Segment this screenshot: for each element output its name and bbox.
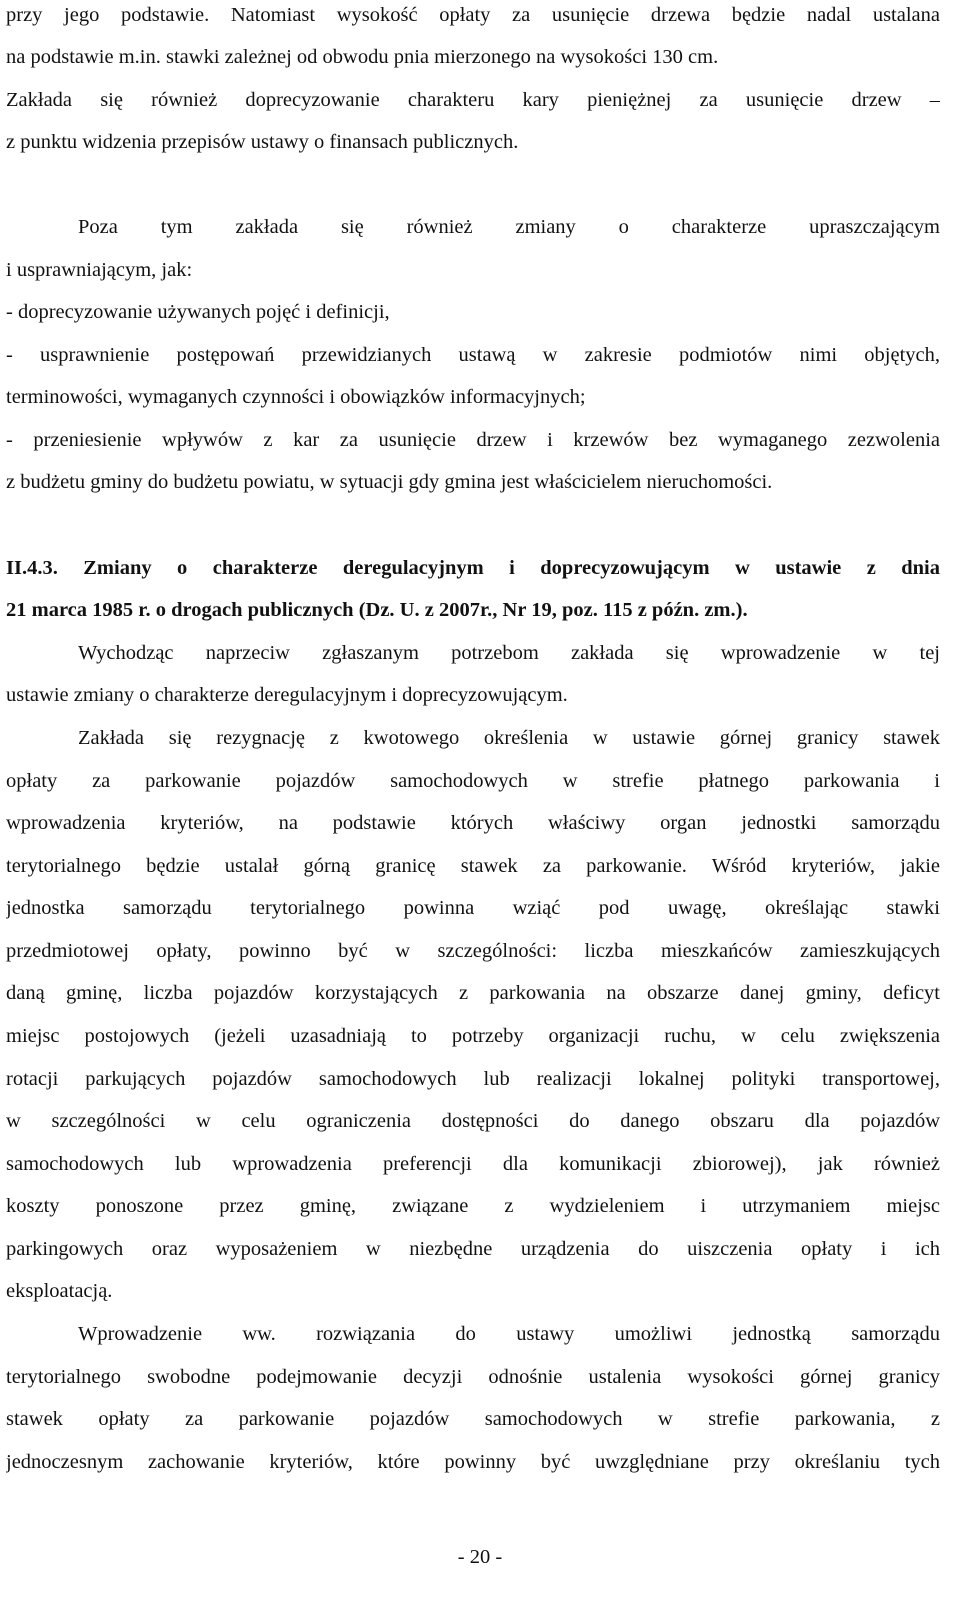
text-line: stawek opłaty za parkowanie pojazdów samochodowych w strefie parkowania, z: [6, 1408, 940, 1430]
text-line: przedmiotowej opłaty, powinno być w szczególności: liczba mieszkańców zamieszkujących: [6, 940, 940, 962]
text-line: Wprowadzenie ww. rozwiązania do ustawy umożliwi jednostką samorządu: [78, 1323, 940, 1345]
text-line: wprowadzenia kryteriów, na podstawie których właściwy organ jednostki samorządu: [6, 812, 940, 834]
text-line: rotacji parkujących pojazdów samochodowych lub realizacji lokalnej polityki transportowej,: [6, 1068, 940, 1090]
text-line: koszty ponoszone przez gminę, związane z wydzieleniem i utrzymaniem miejsc: [6, 1195, 940, 1217]
text-line: z budżetu gminy do budżetu powiatu, w sytuacji gdy gmina jest właścicielem nieruchomości.: [6, 471, 773, 493]
text-line: na podstawie m.in. stawki zależnej od obwodu pnia mierzonego na wysokości 130 cm.: [6, 46, 719, 68]
text-line: z punktu widzenia przepisów ustawy o finansach publicznych.: [6, 131, 519, 153]
page-number: - 20 -: [457, 1546, 503, 1568]
text-line: opłaty za parkowanie pojazdów samochodowych w strefie płatnego parkowania i: [6, 770, 940, 792]
text-line: daną gminę, liczba pojazdów korzystających z parkowania na obszarze danej gminy, deficyt: [6, 982, 940, 1004]
text-line: jednostka samorządu terytorialnego powinna wziąć pod uwagę, określając stawki: [6, 897, 940, 919]
section-heading: II.4.3. Zmiany o charakterze deregulacyjnym i doprecyzowującym w ustawie z dnia: [6, 557, 940, 579]
text-line: Poza tym zakłada się również zmiany o charakterze upraszczającym: [78, 216, 940, 238]
text-line: jednoczesnym zachowanie kryteriów, które powinny być uwzględniane przy określaniu tych: [6, 1451, 940, 1473]
text-line: terminowości, wymaganych czynności i obowiązków informacyjnych;: [6, 386, 586, 408]
text-line: terytorialnego swobodne podejmowanie decyzji odnośnie ustalenia wysokości górnej granicy: [6, 1366, 940, 1388]
text-line: miejsc postojowych (jeżeli uzasadniają to potrzeby organizacji ruchu, w celu zwiększenia: [6, 1025, 940, 1047]
text-line: i usprawniającym, jak:: [6, 259, 193, 281]
text-line: ustawie zmiany o charakterze deregulacyjnym i doprecyzowującym.: [6, 684, 568, 706]
list-item: - przeniesienie wpływów z kar za usunięcie drzew i krzewów bez wymaganego zezwolenia: [6, 429, 940, 451]
text-line: parkingowych oraz wyposażeniem w niezbędne urządzenia do uiszczenia opłaty i ich: [6, 1238, 940, 1260]
list-item: - usprawnienie postępowań przewidzianych ustawą w zakresie podmiotów nimi objętych,: [6, 344, 940, 366]
text-line: w szczególności w celu ograniczenia dostępności do danego obszaru dla pojazdów: [6, 1110, 940, 1132]
text-line: Zakłada się rezygnację z kwotowego określenia w ustawie górnej granicy stawek: [78, 727, 940, 749]
text-line: terytorialnego będzie ustalał górną granicę stawek za parkowanie. Wśród kryteriów, jakie: [6, 855, 940, 877]
text-line: samochodowych lub wprowadzenia preferencji dla komunikacji zbiorowej), jak również: [6, 1153, 940, 1175]
list-item: - doprecyzowanie używanych pojęć i definicji,: [6, 301, 390, 323]
text-line: Zakłada się również doprecyzowanie charakteru kary pieniężnej za usunięcie drzew –: [6, 89, 940, 111]
section-heading: 21 marca 1985 r. o drogach publicznych (Dz. U. z 2007r., Nr 19, poz. 115 z późn. zm.).: [6, 599, 748, 621]
text-line: eksploatacją.: [6, 1280, 113, 1302]
text-line: przy jego podstawie. Natomiast wysokość opłaty za usunięcie drzewa będzie nadal ustalana: [6, 4, 940, 26]
text-line: Wychodząc naprzeciw zgłaszanym potrzebom zakłada się wprowadzenie w tej: [78, 642, 940, 664]
